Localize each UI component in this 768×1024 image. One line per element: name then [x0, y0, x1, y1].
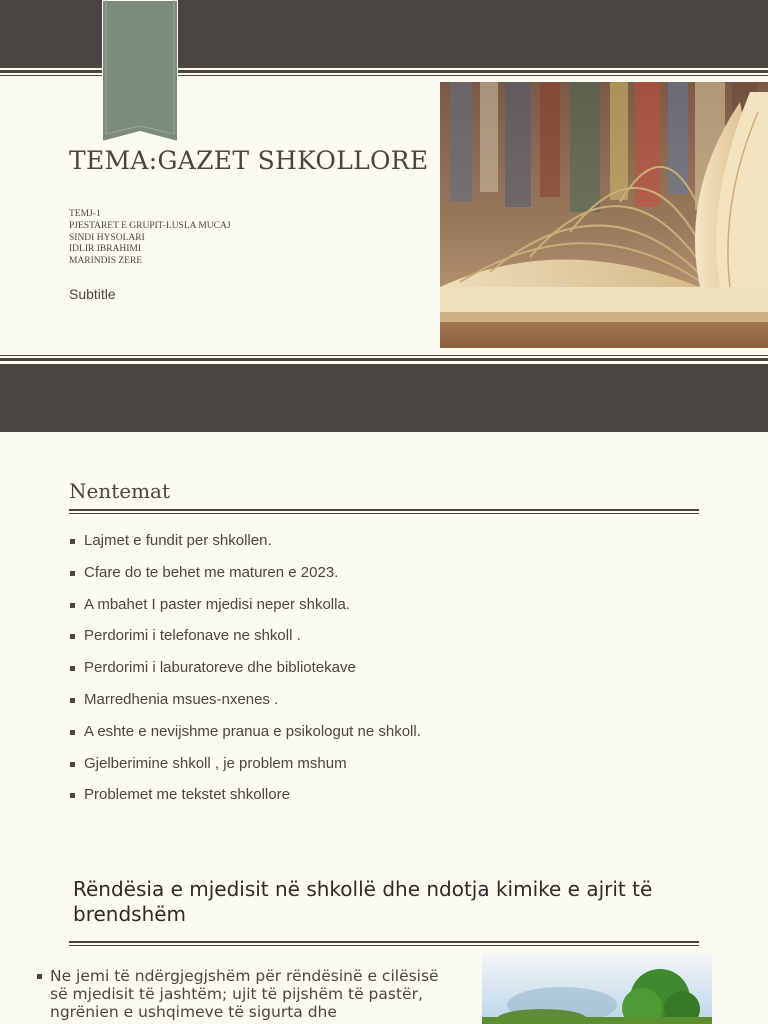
member-line: SINDI HYSOLARI: [69, 232, 145, 243]
heading-underline: [69, 941, 699, 943]
member-line: PJESTARET E GRUPIT-LUSLA MUCAJ: [69, 220, 231, 231]
square-bullet-icon: [70, 762, 75, 767]
square-bullet-icon: [70, 603, 75, 608]
square-bullet-icon: [37, 974, 42, 979]
group-members: [69, 209, 369, 268]
bookmark-ribbon-icon: [102, 0, 178, 142]
section-heading: Rëndësia e mjedisit në shkollë dhe ndotja kimike e ajrit të brendshëm: [73, 877, 653, 926]
open-book-image: [440, 82, 768, 348]
square-bullet-icon: [70, 730, 75, 735]
subtopics-list: [69, 532, 709, 818]
square-bullet-icon: [70, 634, 75, 639]
square-bullet-icon: [70, 793, 75, 798]
heading-underline: [69, 945, 699, 946]
list-item: Marredhenia msues-nxenes .: [69, 691, 709, 723]
square-bullet-icon: [70, 539, 75, 544]
slide1-divider-line: [0, 358, 768, 361]
heading-underline: [69, 509, 699, 511]
tree-landscape-image: [482, 953, 712, 1024]
body-paragraph: Ne jemi të ndërgjegjshëm për rëndësinë e cilësisë së mjedisit të jashtëm; ujit të pijshëm të pastër, ngrënien e ushqimeve të sigurta dhe: [50, 967, 439, 1021]
slide1-divider-line: [0, 355, 768, 356]
list-item: Problemet me tekstet shkollore: [69, 786, 709, 818]
section-heading: Nentemat: [69, 479, 171, 503]
list-item: Perdorimi i laburatoreve dhe bibliotekave: [69, 659, 709, 691]
heading-underline: [69, 513, 699, 514]
list-item: Lajmet e fundit per shkollen.: [69, 532, 709, 564]
square-bullet-icon: [70, 698, 75, 703]
page-title: TEMA:GAZET SHKOLLORE: [69, 146, 429, 175]
slide1-bottom-band: [0, 364, 768, 432]
list-item: Perdorimi i telefonave ne shkoll .: [69, 627, 709, 659]
list-item: Cfare do te behet me maturen e 2023.: [69, 564, 709, 596]
member-line: TEMJ-1: [69, 209, 101, 219]
square-bullet-icon: [70, 666, 75, 671]
list-item: A eshte e nevijshme pranua e psikologut ne shkoll.: [69, 723, 709, 755]
member-line: MARINDIS ZERE: [69, 256, 143, 267]
list-item: A mbahet I paster mjedisi neper shkolla.: [69, 596, 709, 628]
member-line: IDLIR IBRAHIMI: [69, 244, 142, 255]
subtitle: Subtitle: [69, 286, 116, 302]
list-item: Gjelberimine shkoll , je problem mshum: [69, 755, 709, 787]
square-bullet-icon: [70, 571, 75, 576]
